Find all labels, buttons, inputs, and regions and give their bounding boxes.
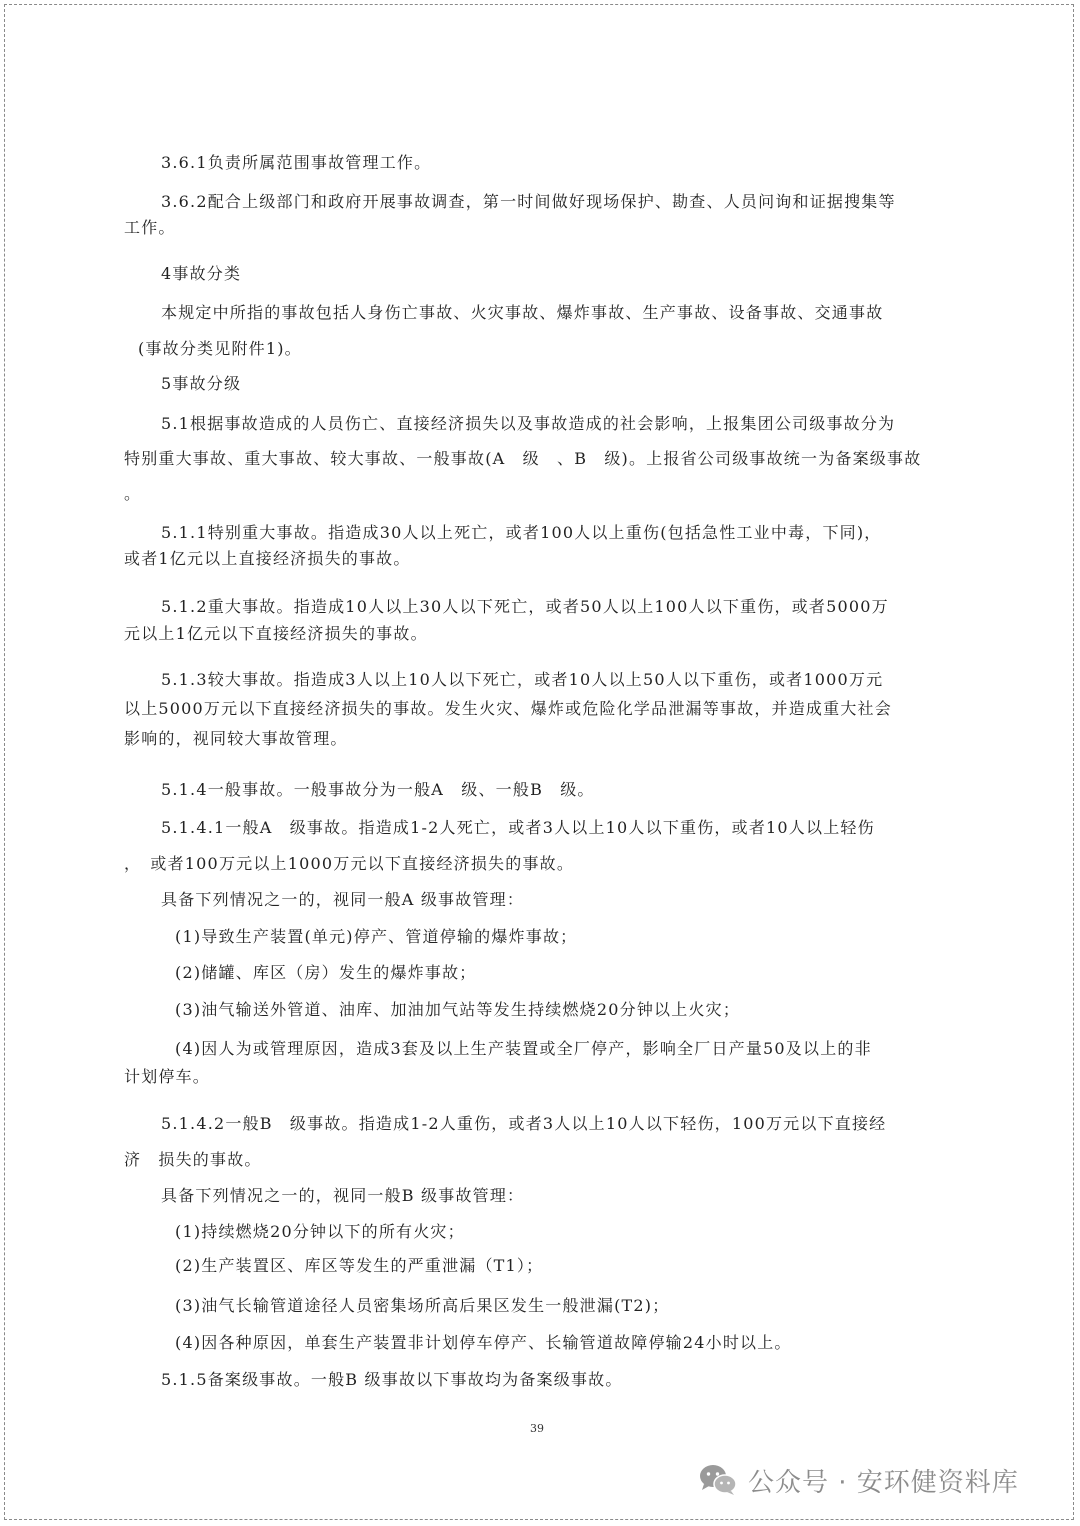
list-item: (2)储罐、库区（房）发生的爆炸事故； (175, 963, 477, 982)
section-heading: 5事故分级 (161, 374, 242, 393)
list-item: (2)生产装置区、库区等发生的严重泄漏（T1）； (175, 1256, 544, 1275)
list-item: (1)持续燃烧20分钟以下的所有火灾； (175, 1222, 465, 1241)
text-line: 5.1.4.1一般A 级事故。指造成1-2人死亡，或者3人以上10人以下重伤，或者10人以上轻伤 (161, 818, 875, 837)
text-line: 影响的，视同较大事故管理。 (124, 729, 348, 748)
wechat-icon (698, 1463, 738, 1497)
text-line: 5.1.5备案级事故。一般B 级事故以下事故均为备案级事故。 (161, 1370, 623, 1389)
text-line: 具备下列情况之一的，视同一般B 级事故管理： (161, 1186, 525, 1205)
text-line: 以上5000万元以下直接经济损失的事故。发生火灾、爆炸或危险化学品泄漏等事故，并造成重大社会 (124, 699, 892, 718)
text-line: 特别重大事故、重大事故、较大事故、一般事故(A 级 、B 级)。上报省公司级事故统一为备案级事故 (124, 449, 922, 468)
text-line: 3.6.2配合上级部门和政府开展事故调查，第一时间做好现场保护、勘查、人员问询和证据搜集等 (161, 192, 896, 211)
text-line: 5.1.1特别重大事故。指造成30人以上死亡，或者100人以上重伤(包括急性工业中毒，下同)， (161, 523, 882, 542)
page-number: 39 (530, 1422, 544, 1435)
list-item: (4)因人为或管理原因，造成3套及以上生产装置或全厂停产，影响全厂日产量50及以上的非 (175, 1039, 872, 1058)
text-line: ， 或者100万元以上1000万元以下直接经济损失的事故。 (124, 854, 575, 873)
text-line: 5.1.4.2一般B 级事故。指造成1-2人重伤，或者3人以上10人以下轻伤，100万元以下直接经 (161, 1114, 887, 1133)
list-item: (1)导致生产装置(单元)停产、管道停输的爆炸事故； (175, 927, 578, 946)
text-line: 3.6.1负责所属范围事故管理工作。 (161, 153, 432, 172)
text-line: 元以上1亿元以下直接经济损失的事故。 (124, 624, 428, 643)
text-line: 计划停车。 (124, 1067, 211, 1086)
text-line: 5.1.2重大事故。指造成10人以上30人以下死亡，或者50人以上100人以下重伤，或者5000万 (161, 597, 889, 616)
text-line: 具备下列情况之一的，视同一般A 级事故管理： (161, 890, 525, 909)
watermark-text: 公众号 · 安环健资料库 (748, 1467, 1019, 1498)
section-heading: 4事故分类 (161, 264, 242, 283)
watermark (698, 1460, 1019, 1500)
text-line: 5.1.3较大事故。指造成3人以上10人以下死亡，或者10人以上50人以下重伤，或者1000万元 (161, 670, 884, 689)
text-line: 5.1根据事故造成的人员伤亡、直接经济损失以及事故造成的社会影响，上报集团公司级事故分为 (161, 414, 896, 433)
text-line: 工作。 (124, 218, 176, 237)
list-item: (3)油气输送外管道、油库、加油加气站等发生持续燃烧20分钟以上火灾； (175, 1000, 741, 1019)
list-item: (4)因各种原因，单套生产装置非计划停车停产、长输管道故障停输24小时以上。 (175, 1333, 792, 1352)
text-line: 济 损失的事故。 (124, 1150, 262, 1169)
list-item: (3)油气长输管道途径人员密集场所高后果区发生一般泄漏(T2)； (175, 1296, 670, 1315)
text-line: 5.1.4一般事故。一般事故分为一般A 级、一般B 级。 (161, 780, 595, 799)
text-line: 或者1亿元以上直接经济损失的事故。 (124, 549, 411, 568)
text-line: (事故分类见附件1)。 (138, 339, 302, 358)
text-line: 。 (124, 484, 142, 503)
text-line: 本规定中所指的事故包括人身伤亡事故、火灾事故、爆炸事故、生产事故、设备事故、交通事故 (161, 303, 884, 322)
